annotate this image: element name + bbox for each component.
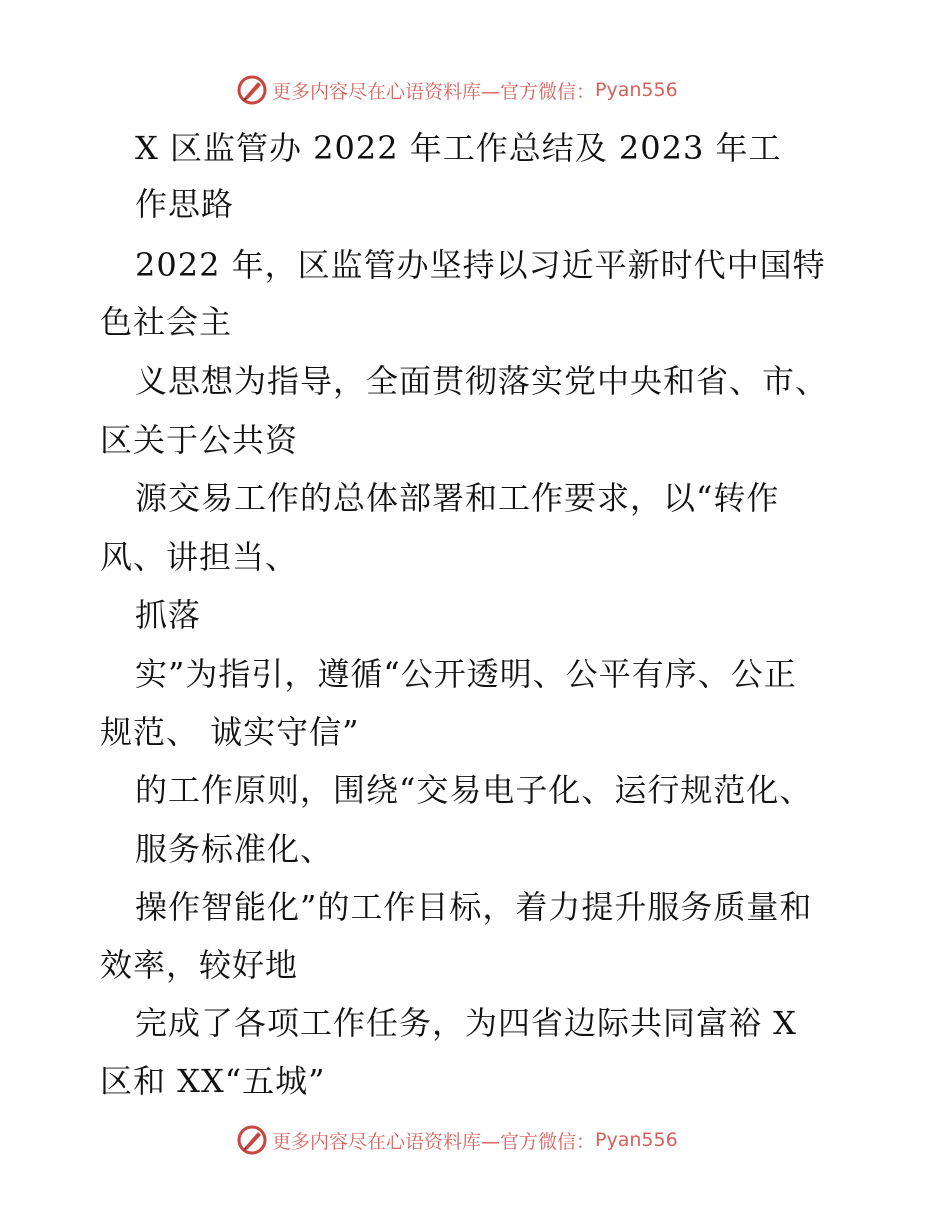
watermark-footer xyxy=(236,1123,678,1157)
paragraph-line: 风、讲担当、 xyxy=(100,538,299,576)
paragraph-line: 服务标准化、 xyxy=(135,830,334,868)
paragraph-line: 规范、 诚实守信” xyxy=(100,713,360,751)
paragraph-line: 完成了各项工作任务，为四省边际共同富裕 X xyxy=(135,1004,797,1042)
paragraph-line: 的工作原则，围绕“交易电子化、运行规范化、 xyxy=(135,771,813,809)
pen-logo-icon xyxy=(236,74,268,106)
paragraph-line: 实”为指引，遵循“公开透明、公平有序、公正 xyxy=(135,655,797,693)
paragraph-line: 操作智能化”的工作目标，着力提升服务质量和 xyxy=(135,888,813,926)
document-title-line-2: 作思路 xyxy=(135,185,235,223)
paragraph-line: 区关于公共资 xyxy=(100,421,299,459)
paragraph-line: 色社会主 xyxy=(100,303,233,341)
watermark-text: 更多内容尽在心语资料库—官方微信： xyxy=(272,80,596,103)
paragraph-line: 2022 年，区监管办坚持以习近平新时代中国特 xyxy=(135,246,826,284)
paragraph-line: 区和 XX“五城” xyxy=(100,1062,326,1100)
watermark-text: 更多内容尽在心语资料库—官方微信： xyxy=(272,1130,596,1153)
watermark-header xyxy=(236,73,678,107)
paragraph-line: 效率，较好地 xyxy=(100,946,299,984)
document-title-line-1: X 区监管办 2022 年工作总结及 2023 年工 xyxy=(135,129,782,167)
paragraph-line: 抓落 xyxy=(135,596,202,634)
pen-logo-icon xyxy=(236,1124,268,1156)
watermark-wechat-id: Pyan556 xyxy=(595,1129,678,1151)
watermark-wechat-id: Pyan556 xyxy=(595,79,678,101)
paragraph-line: 源交易工作的总体部署和工作要求，以“转作 xyxy=(135,479,780,517)
paragraph-line: 义思想为指导，全面贯彻落实党中央和省、市、 xyxy=(135,362,829,400)
